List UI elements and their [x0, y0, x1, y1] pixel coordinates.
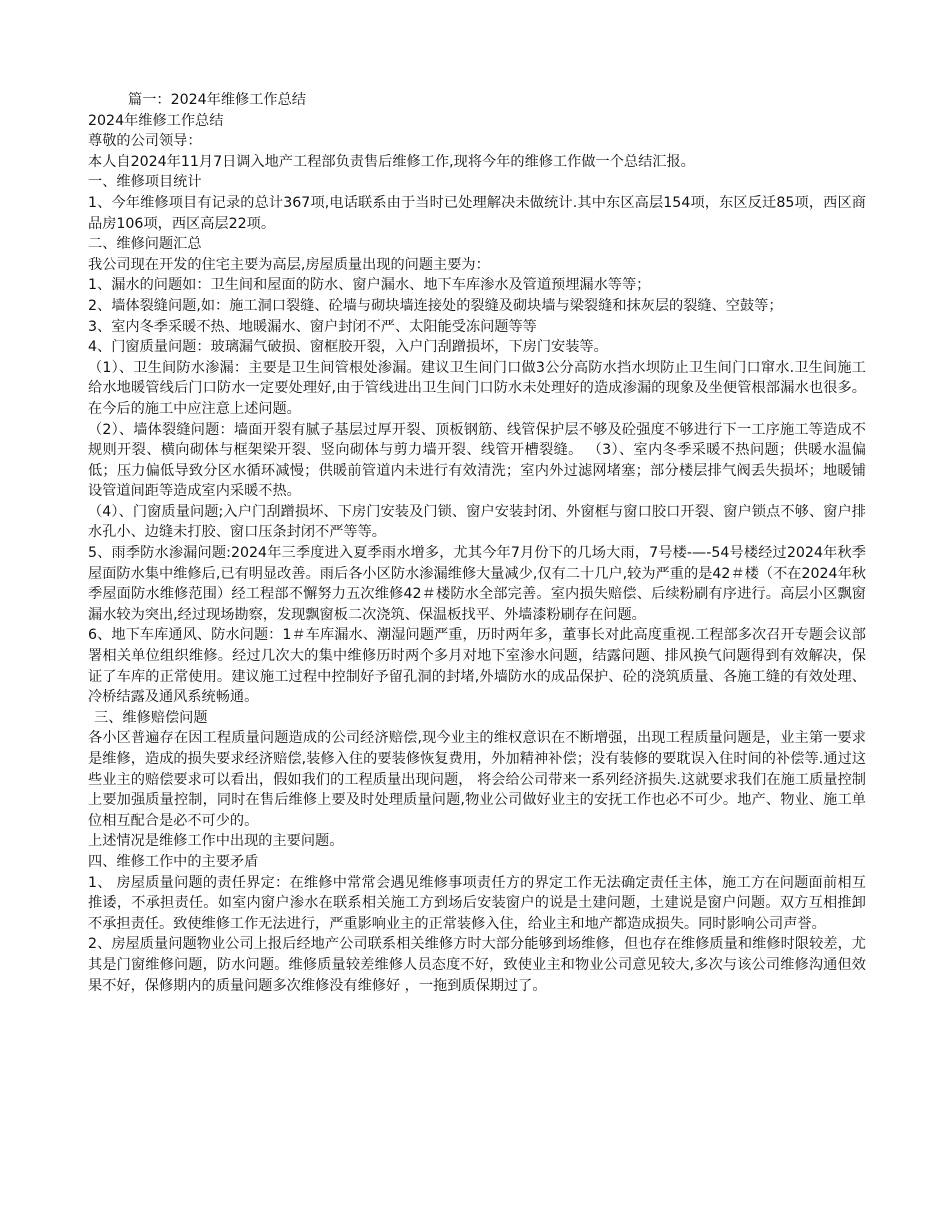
- section-3-paragraph-1: 各小区普遍存在因工程质量问题造成的公司经济赔偿,现今业主的维权意识在不断增强，出现工程质量问题是，业主第一要求是维修，造成的损失要求经济赔偿,装修入住的要装修恢复费用，外加精神补偿；没有装修的要耽误入住时间的补偿等.通过这些业主的赔偿要求可以看出，假如我们的工程质量出现问题， 将会给公司带来一系列经济损失.这就要求我们在施工质量控制上要加强质量控制，同时在售后维修上要及时处理质量问题,物业公司做好业主的安抚工作也必不可少。地产、物业、施工单位相互配合是必不可少的。: [88, 730, 866, 829]
- section-4-item-2: 2、房屋质量问题物业公司上报后经地产公司联系相关维修方时大部分能够到场维修，但也存在维修质量和维修时限较差，尤其是门窗维修问题，防水问题。维修质量较差维修人员态度不好，致使业主和物业公司意见较大,多次与该公司维修沟通但效果不好，保修期内的质量问题多次维修没有维修好 ，一拖到质保期过了。: [88, 936, 866, 994]
- section-2-intro: 我公司现在开发的住宅主要为高层,房屋质量出现的问题主要为：: [88, 256, 490, 273]
- section-4-title: 四、维修工作中的主要矛盾: [88, 853, 259, 870]
- section-2-item-6: 6、地下车库通风、防水问题：1＃车库漏水、潮湿问题严重，历时两年多，董事长对此高度重视.工程部多次召开专题会议部署相关单位组织维修。经过几次大的集中维修历时两个多月对地下室渗水问题，结露问题、排风换气问题得到有效解决，保证了车库的正常使用。建议施工过程中控制好予留孔洞的封堵,外墙防水的成品保护、砼的浇筑质量、各施工缝的有效处理、冷桥结露及通风系统畅通。: [88, 627, 866, 706]
- section-2-detail-2: （2）、墙体裂缝问题：墙面开裂有腻子基层过厚开裂、顶板钢筋、线管保护层不够及砼强度不够进行下一工序施工等造成不规则开裂、横向砌体与框架梁开裂、竖向砌体与剪力墙开裂、线管开槽裂缝。 （3）、室内冬季采暖不热问题；供暖水温偏低；压力偏低导致分区水循环减慢；供暖前管道内未进行有效清洗；室内外过滤网堵塞；部分楼层排气阀丢失损坏；地暖铺设管道间距等造成室内采暖不热。: [88, 421, 866, 500]
- section-2-item-3: 3、室内冬季采暖不热、地暖漏水、窗户封闭不严、太阳能受冻问题等等: [88, 318, 537, 335]
- section-1-title: 一、维修项目统计: [88, 174, 202, 191]
- section-4-item-1: 1、 房屋质量问题的责任界定：在维修中常常会遇见维修事项责任方的界定工作无法确定责任主体，施工方在问题面前相互推诿，不承担责任。如室内窗户渗水在联系相关施工方到场后安装窗户的说是土建问题，土建说是窗户问题。双方互相推卸不承担责任。致使维修工作无法进行，严重影响业主的正常装修入住，给业主和地产都造成损失。同时影响公司声誉。: [88, 874, 866, 932]
- section-2-item-2: 2、墙体裂缝问题,如：施工洞口裂缝、砼墙与砌块墙连接处的裂缝及砌块墙与梁裂缝和抹灰层的裂缝、空鼓等；: [88, 297, 783, 314]
- section-1-paragraph: 1、今年维修项目有记录的总计367项,电话联系由于当时已处理解决未做统计.其中东区高层154项，东区反迁85项，西区商品房106项，西区高层22项。: [88, 194, 866, 232]
- section-2-item-4: 4、门窗质量问题：玻璃漏气破损、窗框胶开裂，入户门刮蹭损坏，下房门安装等。: [88, 339, 608, 356]
- section-2-detail-1: （1）、卫生间防水渗漏：主要是卫生间管根处渗漏。建议卫生间门口做3公分高防水挡水坝防止卫生间门口窜水.卫生间施工给水地暖管线后门口防水一定要处理好,由于管线进出卫生间门口防水未处理好的造成渗漏的现象及坐便管根部漏水也很多。在今后的施工中应注意上述问题。: [88, 359, 866, 417]
- document-body: [88, 90, 866, 996]
- section-2-detail-4: （4）、门窗质量问题;入户门刮蹭损坏、下房门安装及门锁、窗户安装封闭、外窗框与窗口胶口开裂、窗户锁点不够、窗户排水孔小、边缝未打胶、窗口压条封闭不严等等。: [88, 503, 866, 541]
- doc-title: 2024年维修工作总结: [88, 112, 224, 129]
- intro-paragraph: 本人自2024年11月7日调入地产工程部负责售后维修工作,现将今年的维修工作做一个总结汇报。: [88, 153, 695, 170]
- section-2-title: 二、维修问题汇总: [88, 236, 202, 253]
- doc-heading: 篇一：2024年维修工作总结: [128, 92, 306, 108]
- section-2-item-5: 5、雨季防水渗漏问题:2024年三季度进入夏季雨水增多，尤其今年7月份下的几场大雨，7号楼-—-54号楼经过2024年秋季屋面防水集中维修后,已有明显改善。雨后各小区防水渗漏维修大量减少,仅有二十几户,较为严重的是42＃楼（不在2024年秋季屋面防水维修范围）经工程部不懈努力五次维修42＃楼防水全部完善。室内损失赔偿、后续粉刷有序进行。高层小区飘窗漏水较为突出,经过现场勘察，发现飘窗板二次浇筑、保温板找平、外墙漆粉刷存在问题。: [88, 545, 866, 623]
- section-2-item-1: 1、漏水的问题如：卫生间和屋面的防水、窗户漏水、地下车库渗水及管道预埋漏水等等；: [88, 277, 651, 294]
- section-3-title: 三、维修赔偿问题: [94, 709, 208, 726]
- salutation: 尊敬的公司领导：: [88, 133, 202, 150]
- section-3-paragraph-2: 上述情况是维修工作中出现的主要问题。: [88, 833, 344, 850]
